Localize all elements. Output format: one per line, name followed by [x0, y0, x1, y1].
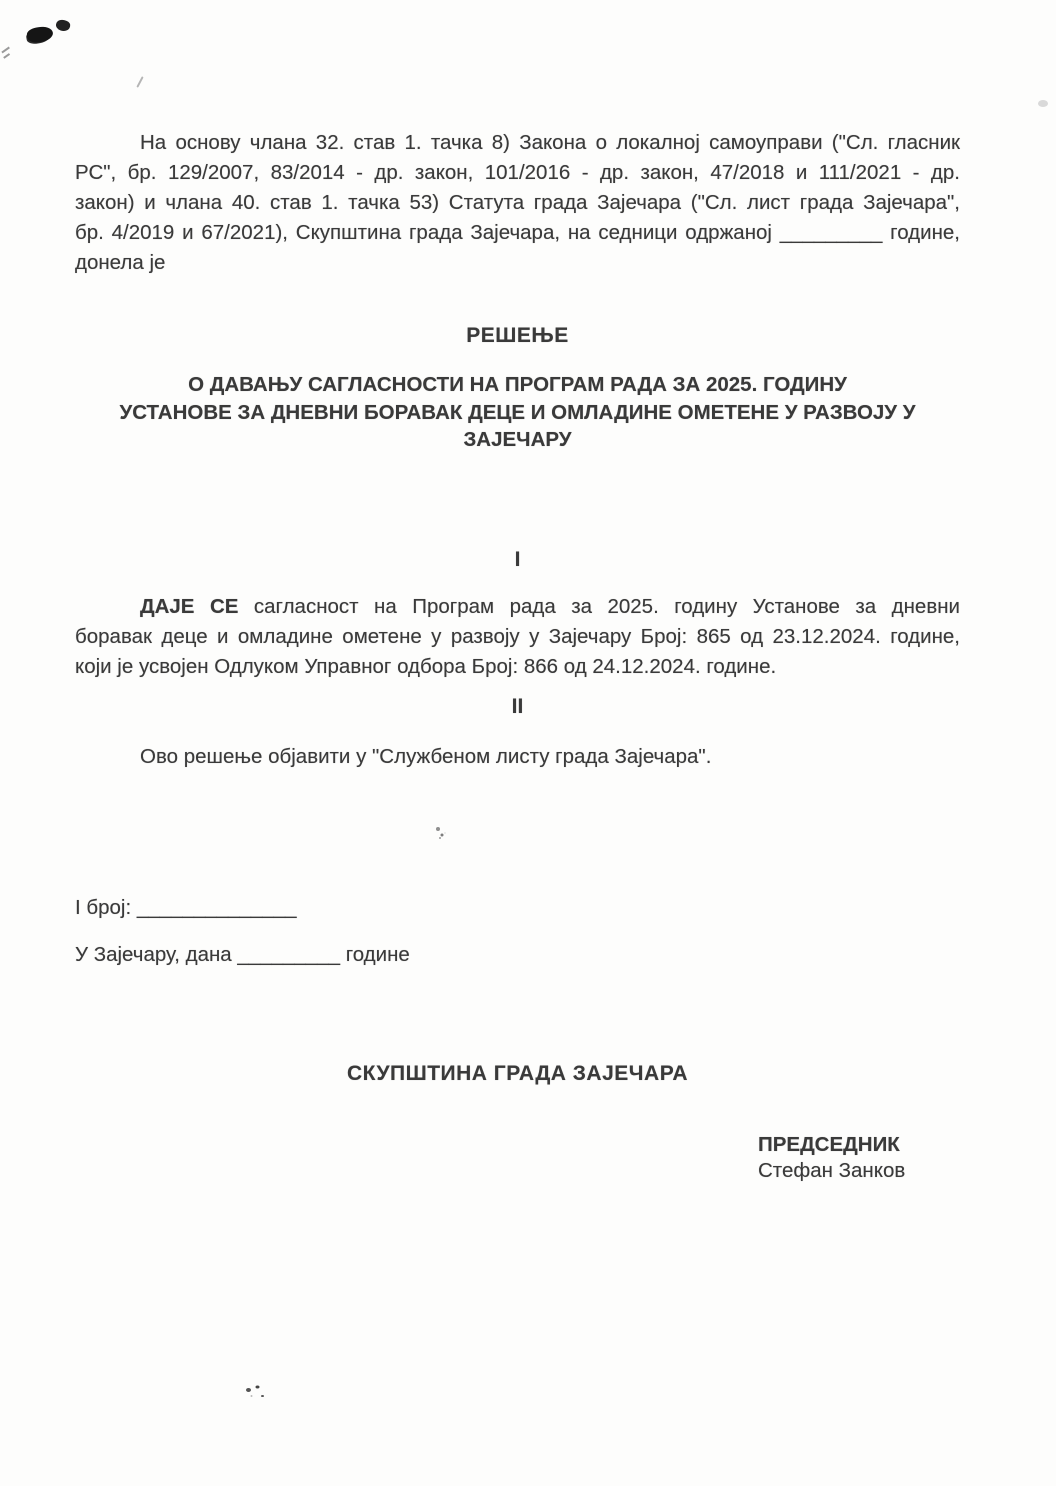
decision-title-line: О ДАВАЊУ САГЛАСНОСТИ НА ПРОГРАМ РАДА ЗА 2025. ГОДИНУ [188, 373, 847, 396]
decision-title [75, 371, 960, 454]
section-one-numeral: I [514, 548, 521, 571]
place-date-line: У Зајечару, дана _________ године [75, 943, 410, 966]
president-title: ПРЕДСЕДНИК [758, 1133, 900, 1156]
ink-blob-artifact [55, 18, 72, 33]
section-one-line: боравак деце и омладине ометене у развоју у Зајечару Број: 865 од 23.12.2024. године, [75, 625, 960, 648]
scratch-artifact [136, 76, 143, 88]
scratch-artifact [1, 45, 13, 63]
section-one-line: који је усвојен Одлуком Управног одбора Број: 866 од 24.12.2024. године. [75, 655, 777, 678]
intro-line: На основу члана 32. став 1. тачка 8) Закона о локалној самоуправи ("Сл. гласник [140, 131, 960, 154]
intro-line: донела је [75, 251, 166, 274]
section-one-line-text: сагласност на Програм рада за 2025. годину Установе за дневни [253, 595, 960, 618]
smudge-artifact [246, 1388, 251, 1392]
section-one-line [75, 592, 960, 622]
intro-line: закон) и члана 40. став 1. тачка 53) Статута града Зајечара ("Сл. лист града Зајечара", [75, 191, 960, 214]
intro-line: РС", бр. 129/2007, 83/2014 - др. закон, 101/2016 - др. закон, 47/2018 и 111/2021 - др. [75, 161, 960, 184]
section-two-paragraph [75, 742, 960, 772]
decision-title-line: УСТАНОВЕ ЗА ДНЕВНИ БОРАВАК ДЕЦЕ И ОМЛАДИНЕ ОМЕТЕНЕ У РАЗВОЈУ У [119, 400, 916, 424]
assembly-name: СКУПШТИНА ГРАДА ЗАЈЕЧАРА [346, 1062, 689, 1085]
case-number-line: I број: ______________ [75, 896, 297, 919]
bold-lead: ДАЈЕ СЕ [140, 595, 239, 618]
ink-blob-artifact [26, 25, 54, 44]
intro-line: бр. 4/2019 и 67/2021), Скупштина града Зајечара, на седници одржаној _________ године, [75, 221, 960, 244]
decision-heading: РЕШЕЊЕ [466, 324, 569, 347]
intro-paragraph [75, 128, 960, 278]
president-block [75, 1132, 960, 1184]
section-two-numeral: II [511, 695, 524, 718]
decision-title-line: ЗАЈЕЧАРУ [463, 428, 572, 451]
section-one-paragraph [75, 592, 960, 682]
president-name: Стефан Занков [758, 1159, 906, 1182]
smudge-artifact [1038, 100, 1048, 107]
section-two-line: Ово решење објавити у "Службеном листу града Зајечара". [140, 745, 712, 768]
smudge-artifact [436, 827, 440, 831]
